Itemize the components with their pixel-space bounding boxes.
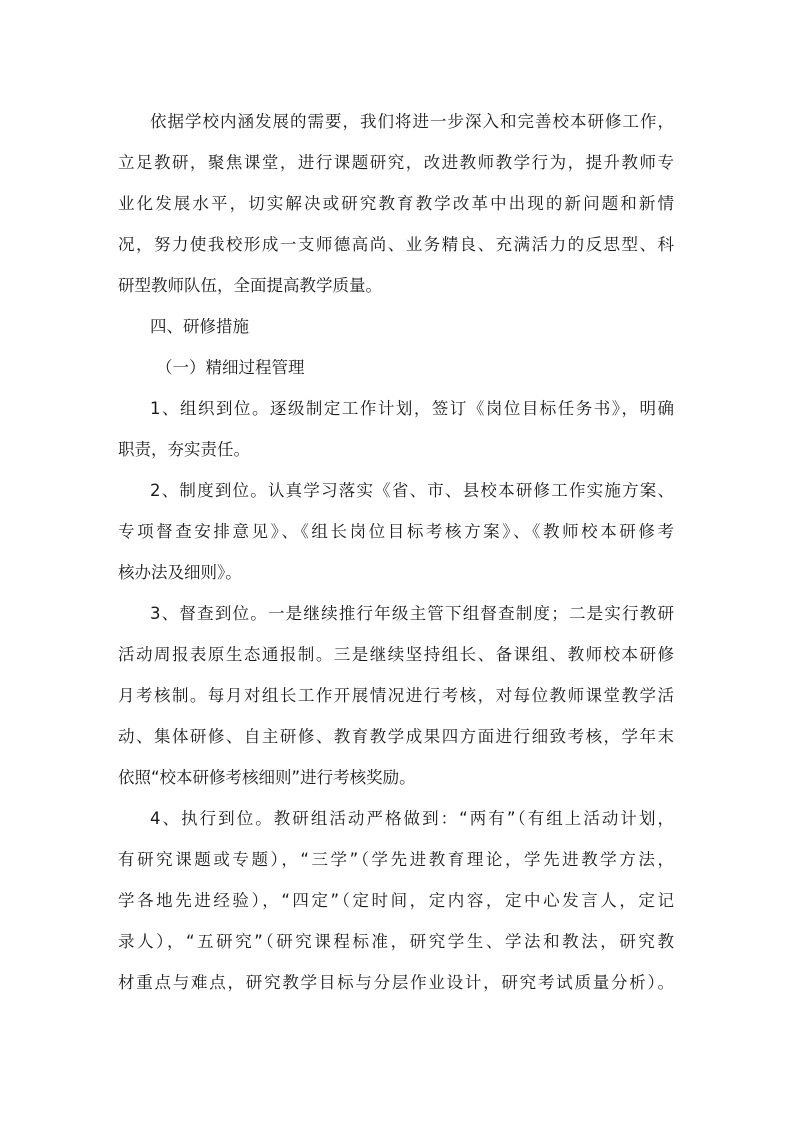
paragraph-line: 4、执行到位。教研组活动严格做到：“两有”（有组上活动计划，: [150, 809, 674, 828]
paragraph-line: 3、督查到位。一是继续推行年级主管下组督查制度；二是实行教研: [150, 604, 674, 623]
subsection-heading: （一）精细过程管理: [156, 358, 305, 377]
paragraph-line: 材重点与难点，研究教学目标与分层作业设计，研究考试质量分析）。: [118, 973, 674, 992]
section-heading: 四、研修措施: [150, 317, 249, 336]
paragraph-line: 业化发展水平，切实解决或研究教育教学改革中出现的新问题和新情: [118, 194, 674, 213]
paragraph-line: 核办法及细则》。: [118, 563, 242, 582]
paragraph-line: 录人），“五研究”（研究课程标准，研究学生、学法和教法，研究教: [118, 932, 674, 951]
document-page: [118, 101, 674, 1003]
item-3-paragraph: [118, 593, 674, 798]
paragraph-line: 动、集体研修、自主研修、教育教学成果四方面进行细致考核，学年末: [118, 727, 674, 746]
paragraph-intro: [118, 101, 674, 306]
paragraph-line: 况，努力使我校形成一支师德高尚、业务精良、充满活力的反思型、科: [118, 235, 674, 254]
paragraph-line: 依照“校本研修考核细则”进行考核奖励。: [118, 768, 416, 787]
item-2-paragraph: [118, 470, 674, 593]
paragraph-line: 月考核制。每月对组长工作开展情况进行考核，对每位教师课堂教学活: [118, 686, 674, 705]
paragraph-line: 有研究课题或专题），“三学”（学先进教育理论，学先进教学方法，: [118, 850, 674, 869]
paragraph-line: 活动周报表原生态通报制。三是继续坚持组长、备课组、教师校本研修: [118, 645, 674, 664]
paragraph-line: 立足教研，聚焦课堂，进行课题研究，改进教师教学行为，提升教师专: [118, 153, 674, 172]
paragraph-line: 学各地先进经验），“四定”（定时间，定内容，定中心发言人，定记: [118, 891, 674, 910]
paragraph-line: 职责，夯实责任。: [118, 440, 250, 459]
item-4-paragraph: [118, 798, 674, 1003]
paragraph-line: 专项督查安排意见》、《组长岗位目标考核方案》、《教师校本研修考: [118, 522, 674, 541]
paragraph-line: 1、组织到位。逐级制定工作计划，签订《岗位目标任务书》，明确: [150, 399, 674, 418]
item-1-paragraph: [118, 388, 674, 470]
paragraph-line: 依据学校内涵发展的需要，我们将进一步深入和完善校本研修工作，: [150, 112, 674, 131]
paragraph-line: 2、制度到位。认真学习落实《省、市、县校本研修工作实施方案、: [150, 481, 674, 500]
paragraph-line: 研型教师队伍，全面提高教学质量。: [118, 276, 382, 295]
